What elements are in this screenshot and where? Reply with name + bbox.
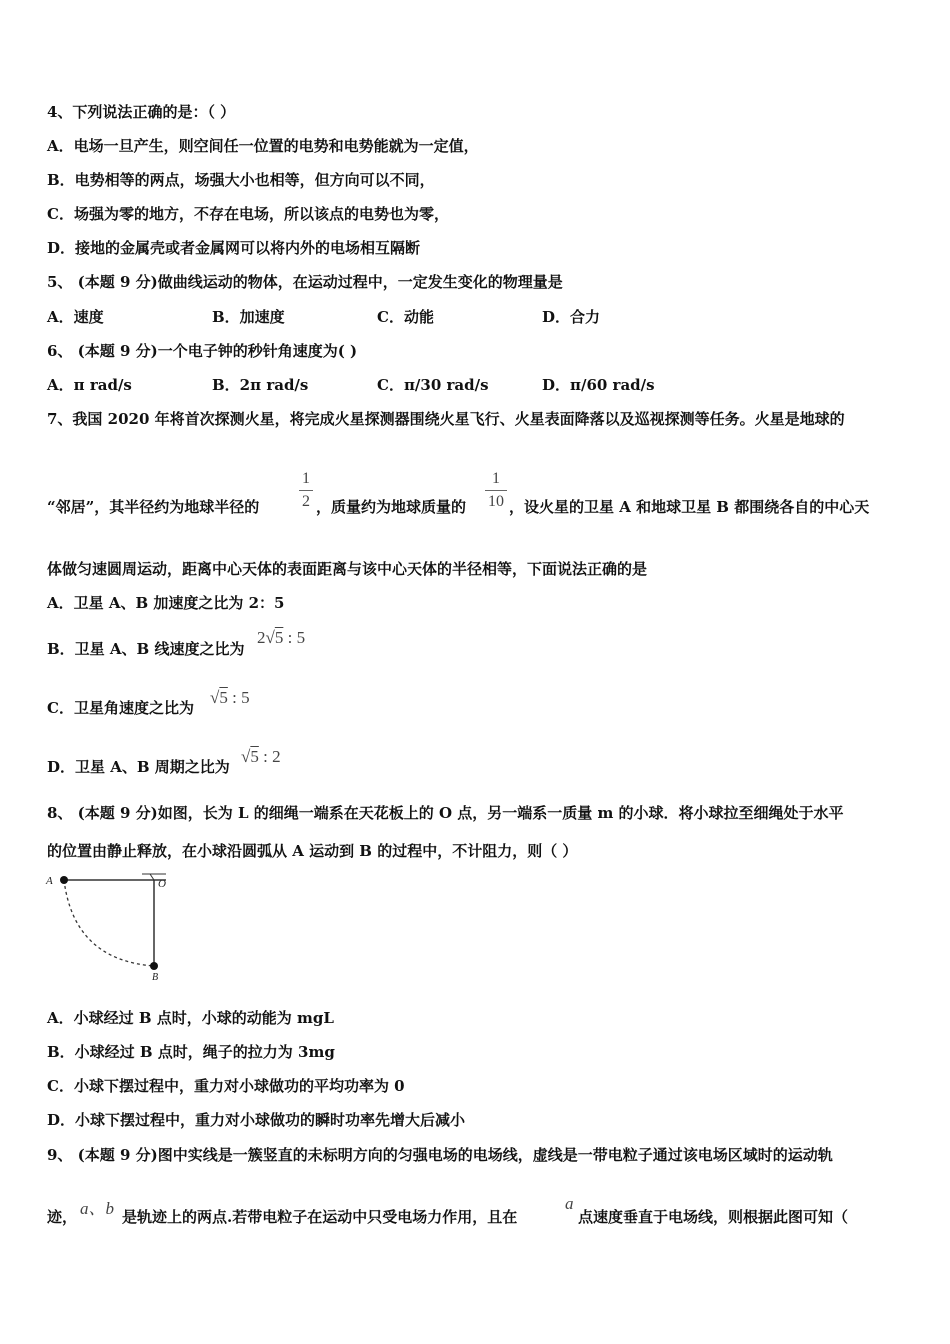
q8-stem-line2: 的位置由静止释放，在小球沿圆弧从 A 运动到 B 的过程中，不计阻力，则（ ） <box>47 842 578 860</box>
q7-option-c-ratio-tail: : 5 <box>227 688 250 707</box>
q7-fraction-half-numerator: 1 <box>302 470 310 487</box>
q7-fraction-half <box>299 470 313 511</box>
q7-fraction-tenth-numerator: 1 <box>492 470 500 487</box>
q5-option-c: C．动能 <box>377 308 434 326</box>
q7-option-c-radicand: 5 <box>219 688 228 707</box>
q5-option-a: A．速度 <box>47 308 104 326</box>
q6-option-c: C．π/30 rad/s <box>377 376 489 394</box>
q5-option-d: D．合力 <box>542 308 601 326</box>
q7-option-b-ratio-tail: : 5 <box>283 628 306 647</box>
q6-option-a: A．π rad/s <box>47 376 132 394</box>
q7-option-b-radicand: 5 <box>274 628 284 647</box>
label-b: B <box>152 972 159 983</box>
q6-stem: 6、 (本题 9 分)一个电子钟的秒针角速度为( ) <box>47 342 358 360</box>
q4-stem: 4、下列说法正确的是：（ ） <box>47 103 236 121</box>
q7-fraction-tenth <box>485 470 507 511</box>
q8-stem-line1: 8、 (本题 9 分)如图，长为 L 的细绳一端系在天花板上的 O 点，另一端系一质量 m 的小球．将小球拉至细绳处于水平 <box>47 804 844 822</box>
q9-ab-points: a、b <box>80 1199 114 1218</box>
q4-option-a: A．电场一旦产生，则空间任一位置的电势和电势能就为一定值， <box>47 137 479 155</box>
q7-stem-line1: 7、我国 2020 年将首次探测火星，将完成火星探测器围绕火星飞行、火星表面降落以及巡视探测等任务。火星是地球的 <box>47 410 845 428</box>
q4-option-b: B．电势相等的两点，场强大小也相等，但方向可以不同， <box>47 171 435 189</box>
q7-option-c-formula: √5 : 5 <box>210 688 250 707</box>
q7-option-a: A．卫星 A、B 加速度之比为 2：5 <box>47 594 285 612</box>
q9-stem-line1: 9、 (本题 9 分)图中实线是一簇竖直的未标明方向的匀强电场的电场线，虚线是一带电粒子通过该电场区域时的运动轨 <box>47 1146 833 1164</box>
q7-option-b: B．卫星 A、B 线速度之比为 <box>47 640 245 658</box>
q7-fraction-half-denominator: 2 <box>302 493 310 510</box>
q7-option-d: D．卫星 A、B 周期之比为 <box>47 758 230 776</box>
q7-option-b-formula: 2√5 : 5 <box>257 628 306 647</box>
q7-stem-line2-part3: ，设火星的卫星 A 和地球卫星 B 都围绕各自的中心天 <box>509 498 870 516</box>
q9-stem-line2-pre: 迹， <box>47 1208 78 1226</box>
q9-stem-line2-post: 点速度垂直于电场线，则根据此图可知（ <box>578 1208 849 1226</box>
q6-option-b: B．2π rad/s <box>212 376 309 394</box>
q4-option-d: D．接地的金属壳或者金属网可以将内外的电场相互隔断 <box>47 239 421 257</box>
pendulum-figure <box>44 868 184 983</box>
ball-at-b <box>150 962 158 970</box>
q4-option-c: C．场强为零的地方，不存在电场，所以该点的电势也为零， <box>47 205 449 223</box>
pivot-mark <box>150 874 154 880</box>
fraction-bar <box>485 490 507 491</box>
q5-stem: 5、 (本题 9 分)做曲线运动的物体，在运动过程中，一定发生变化的物理量是 <box>47 273 563 291</box>
q7-option-d-ratio-tail: : 2 <box>258 747 281 766</box>
q7-option-d-radicand: 5 <box>250 747 259 766</box>
fraction-bar <box>299 490 313 491</box>
q7-stem-line2-part1: “邻居”，其半径约为地球半径的 <box>47 498 260 516</box>
label-o: O <box>158 878 166 890</box>
q7-option-d-formula: √5 : 2 <box>241 747 281 766</box>
label-a: A <box>46 875 53 887</box>
q7-option-b-coefficient: 2 <box>257 628 266 647</box>
q7-option-c: C．卫星角速度之比为 <box>47 699 194 717</box>
q7-stem-line3: 体做匀速圆周运动，距离中心天体的表面距离与该中心天体的半径相等，下面说法正确的是 <box>47 560 648 578</box>
q7-fraction-tenth-denominator: 10 <box>488 493 504 510</box>
q8-option-a: A．小球经过 B 点时，小球的动能为 mgL <box>47 1009 334 1027</box>
q9-stem-line2-mid: 是轨迹上的两点.若带电粒子在运动中只受电场力作用，且在 <box>122 1208 518 1226</box>
q8-option-d: D．小球下摆过程中，重力对小球做功的瞬时功率先增大后减小 <box>47 1111 466 1129</box>
q8-option-b: B．小球经过 B 点时，绳子的拉力为 3mg <box>47 1043 335 1061</box>
q8-option-c: C．小球下摆过程中，重力对小球做功的平均功率为 0 <box>47 1077 405 1095</box>
arc-trajectory <box>64 880 154 966</box>
q9-point-a: a <box>565 1194 574 1213</box>
ball-at-a <box>60 876 68 884</box>
q7-stem-line2-part2: ，质量约为地球质量的 <box>316 498 467 516</box>
q5-option-b: B．加速度 <box>212 308 285 326</box>
q6-option-d: D．π/60 rad/s <box>542 376 655 394</box>
